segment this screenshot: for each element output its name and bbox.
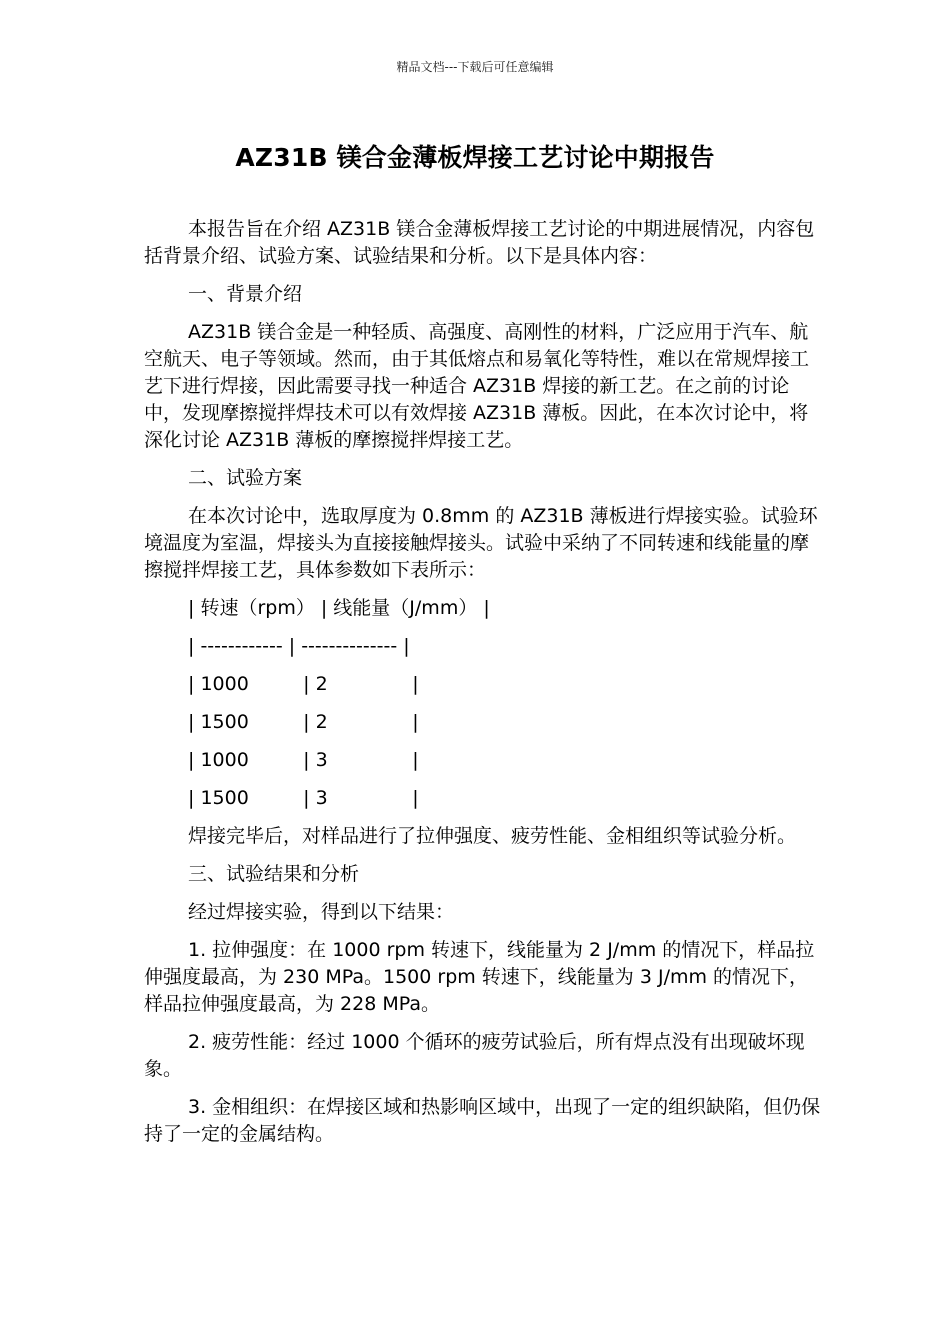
table-header-row: | 转速（rpm） | 线能量（J/mm） |: [188, 597, 490, 619]
section-heading-test-plan: 二、试验方案: [188, 467, 303, 489]
section-heading-background: 一、背景介绍: [188, 283, 303, 305]
table-separator-row: | ------------ | -------------- |: [188, 635, 410, 657]
result-item-metallography: 3. 金相组织：在焊接区域和热影响区域中，出现了一定的组织缺陷，但仍保持了一定的金属结构。: [144, 1096, 821, 1145]
background-paragraph: AZ31B 镁合金是一种轻质、高强度、高刚性的材料，广泛应用于汽车、航空航天、电子等领域。然而，由于其低熔点和易氧化等特性，难以在常规焊接工艺下进行焊接，因此需要寻找一种适合 AZ31B 焊接的新工艺。在之前的讨论中，发现摩擦搅拌焊技术可以有效焊接 AZ31B 薄板。因此，在本次讨论中，将深化讨论 AZ31B 薄板的摩擦搅拌焊接工艺。: [144, 321, 810, 451]
document-title: AZ31B 镁合金薄板焊接工艺讨论中期报告: [235, 143, 715, 172]
results-lead: 经过焊接实验，得到以下结果：: [188, 901, 455, 923]
document-body: [144, 216, 824, 1159]
test-plan-paragraph: 在本次讨论中，选取厚度为 0.8mm 的 AZ31B 薄板进行焊接实验。试验环境温度为室温，焊接头为直接接触焊接头。试验中采纳了不同转速和线能量的摩擦搅拌焊接工艺，具体参数如下表所示：: [144, 505, 818, 581]
post-weld-paragraph: 焊接完毕后，对样品进行了拉伸强度、疲劳性能、金相组织等试验分析。: [188, 825, 797, 847]
header-watermark: 精品文档---下载后可任意编辑: [396, 60, 554, 74]
table-row: | 1500 | 3 |: [188, 787, 419, 809]
result-item-fatigue: 2. 疲劳性能：经过 1000 个循环的疲劳试验后，所有焊点没有出现破坏现象。: [144, 1031, 805, 1080]
table-row: | 1500 | 2 |: [188, 711, 419, 733]
intro-paragraph: 本报告旨在介绍 AZ31B 镁合金薄板焊接工艺讨论的中期进展情况，内容包括背景介绍、试验方案、试验结果和分析。以下是具体内容：: [144, 218, 815, 267]
table-row: | 1000 | 3 |: [188, 749, 419, 771]
table-row: | 1000 | 2 |: [188, 673, 419, 695]
parameter-table: [144, 595, 824, 812]
section-heading-results: 三、试验结果和分析: [188, 863, 360, 885]
result-item-tensile: 1. 拉伸强度：在 1000 rpm 转速下，线能量为 2 J/mm 的情况下，样品拉伸强度最高，为 230 MPa。1500 rpm 转速下，线能量为 3 J/mm 的情况下，样品拉伸强度最高，为 228 MPa。: [144, 939, 815, 1015]
